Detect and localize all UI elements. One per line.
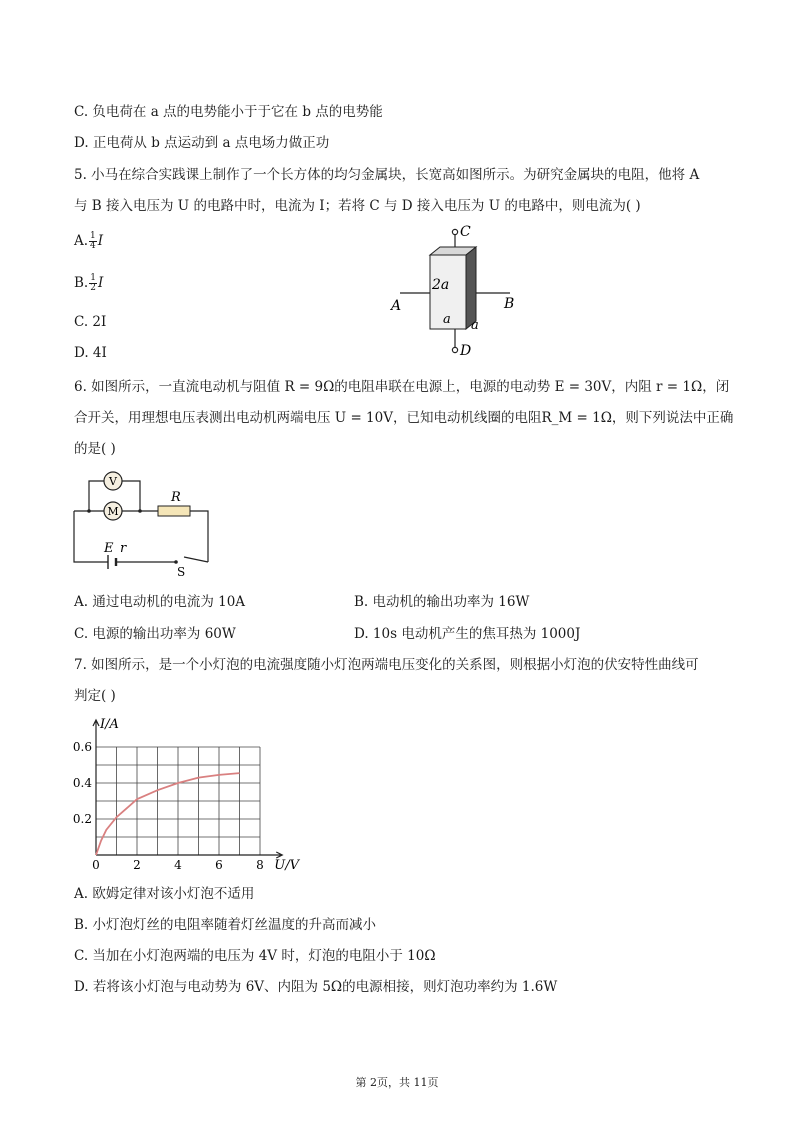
- label-d: D: [460, 343, 472, 359]
- q6-option-a[interactable]: A. 通过电动机的电流为 10A: [74, 594, 246, 610]
- q7-stem-line2: 判定( ): [74, 688, 116, 704]
- voltmeter-label: V: [109, 475, 117, 488]
- resistor: [158, 506, 190, 516]
- fraction: $\frac{1}{2}$: [90, 273, 96, 293]
- iv-curve: [96, 773, 240, 855]
- switch-label: S: [177, 565, 186, 579]
- y-tick-label: 0.4: [72, 776, 92, 790]
- q6-option-c[interactable]: C. 电源的输出功率为 60W: [74, 626, 236, 642]
- q7-option-c[interactable]: C. 当加在小灯泡两端的电压为 4V 时，灯泡的电阻小于 10Ω: [74, 948, 436, 964]
- x-tick-label: 6: [215, 858, 223, 872]
- q6-option-b[interactable]: B. 电动机的输出功率为 16W: [354, 594, 530, 610]
- motor-label: M: [107, 505, 119, 518]
- label-depth: a: [471, 318, 479, 333]
- y-axis: [93, 720, 99, 855]
- resistor-label: R: [171, 490, 181, 505]
- y-tick-label: 0.6: [72, 740, 92, 754]
- prev-option-c: C. 负电荷在 a 点的电势能小于于它在 b 点的电势能: [74, 104, 383, 120]
- x-tick-label: 2: [133, 858, 141, 872]
- q5-option-d[interactable]: D. 4I: [74, 345, 107, 361]
- q7-option-b[interactable]: B. 小灯泡灯丝的电阻率随着灯丝温度的升高而减小: [74, 917, 377, 933]
- label-c: C: [460, 224, 471, 240]
- q5-cuboid-figure: [385, 222, 525, 362]
- cuboid-side: [466, 247, 476, 329]
- x-tick-label: 8: [256, 858, 264, 872]
- chart-ticks: [73, 740, 264, 872]
- prev-option-d: D. 正电荷从 b 点运动到 a 点电场力做正功: [74, 135, 330, 151]
- q7-option-d[interactable]: D. 若将该小灯泡与电动势为 6V、内阻为 5Ω的电源相接，则灯泡功率约为 1.6W: [74, 979, 558, 995]
- internal-resistance-label: r: [120, 541, 127, 556]
- x-tick-label: 4: [174, 858, 182, 872]
- q7-stem-line1: 7. 如图所示，是一个小灯泡的电流强度随小灯泡两端电压变化的关系图，则根据小灯泡的伏安特性曲线可: [74, 657, 699, 673]
- page-footer: 第 2页，共 11页: [355, 1076, 439, 1089]
- x-axis-label: U/V: [274, 858, 299, 873]
- q5-option-b[interactable]: B. $\frac{1}{2}$ I: [74, 273, 104, 293]
- q5-option-a[interactable]: A. $\frac{1}{4}$ I: [74, 231, 104, 251]
- terminal-d: [452, 347, 457, 352]
- terminal-c: [452, 229, 457, 234]
- x-tick-label: 0: [92, 858, 100, 872]
- q7-iv-chart: [66, 712, 316, 877]
- q5-stem-line1: 5. 小马在综合实践课上制作了一个长方体的均匀金属块，长宽高如图所示。为研究金属块的电阻，他将 A: [74, 167, 700, 183]
- q6-stem-line3: 的是( ): [74, 441, 116, 457]
- y-axis-label: I/A: [100, 717, 119, 732]
- q5-option-c[interactable]: C. 2I: [74, 314, 107, 330]
- y-tick-label: 0.2: [72, 812, 92, 826]
- label-height: 2a: [432, 277, 450, 293]
- label-b: B: [504, 296, 515, 312]
- label-a: A: [391, 298, 402, 314]
- x-axis: [96, 852, 282, 858]
- q6-option-d[interactable]: D. 10s 电动机产生的焦耳热为 1000J: [354, 626, 581, 642]
- q6-stem-line2: 合开关，用理想电压表测出电动机两端电压 U = 10V，已知电动机线圈的电阻R_M = 1Ω，则下列说法中正确: [74, 410, 734, 426]
- q6-circuit-figure: [66, 464, 216, 579]
- q7-option-a[interactable]: A. 欧姆定律对该小灯泡不适用: [74, 886, 255, 902]
- q5-stem-line2: 与 B 接入电压为 U 的电路中时，电流为 I；若将 C 与 D 接入电压为 U 的电路中，则电流为( ): [74, 198, 641, 214]
- fraction: $\frac{1}{4}$: [90, 231, 96, 251]
- chart-grid: [96, 747, 260, 855]
- label-width: a: [443, 312, 451, 327]
- emf-label: E: [104, 541, 114, 556]
- q6-stem-line1: 6. 如图所示，一直流电动机与阻值 R = 9Ω的电阻串联在电源上，电源的电动势 E = 30V，内阻 r = 1Ω，闭: [74, 379, 730, 395]
